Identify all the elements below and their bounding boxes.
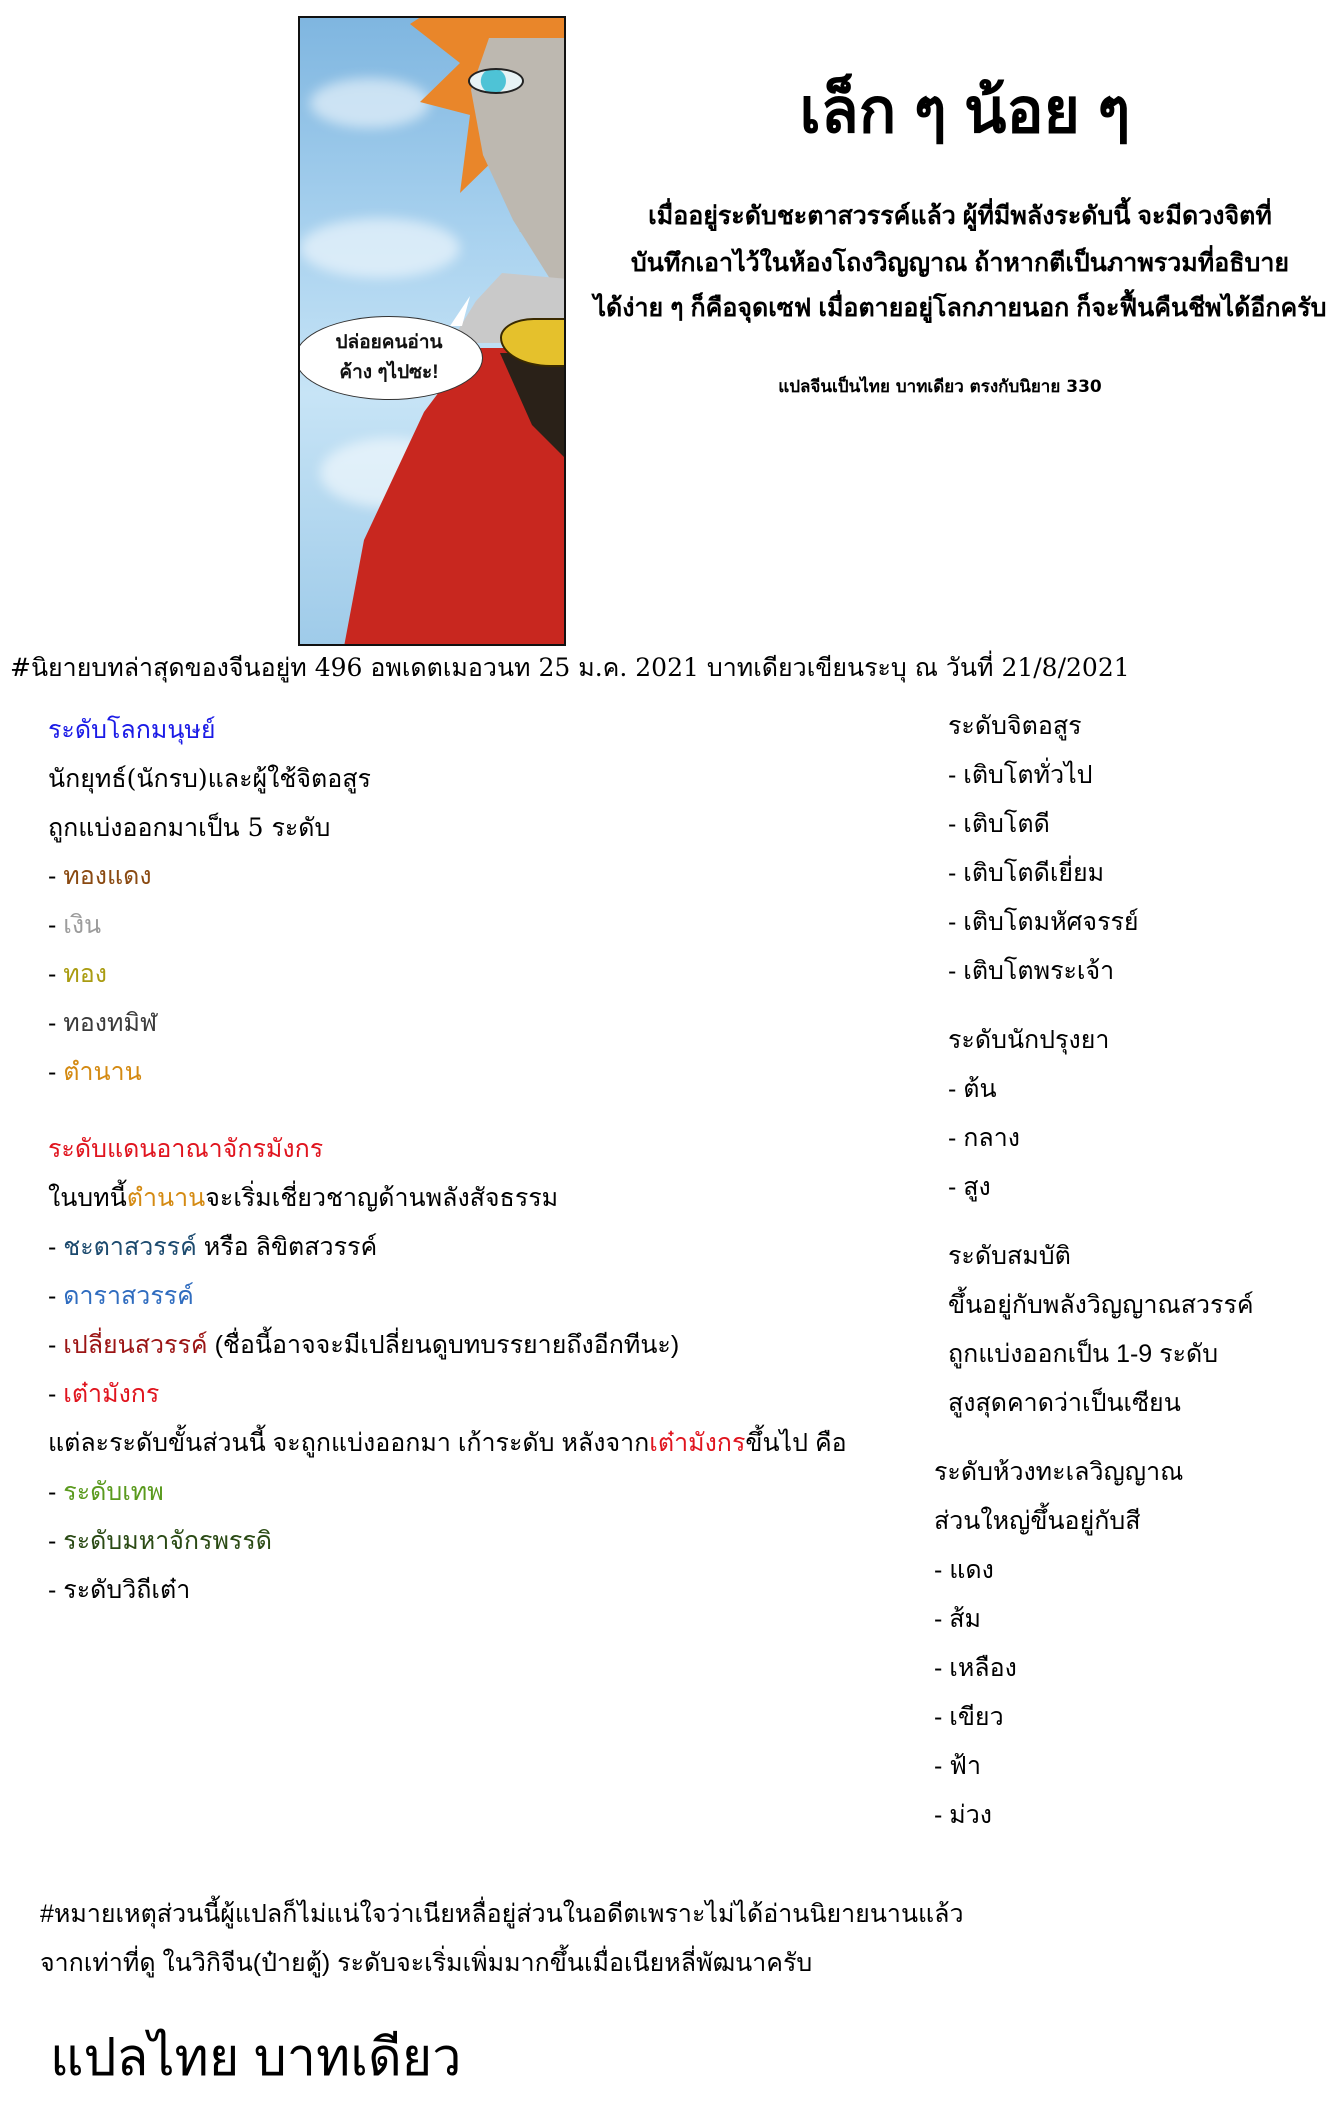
level-item: - เปลี่ยนสวรรค์ (ชื่อนี้อาจจะมีเปลี่ยนดูบทบรรยายถึงอีกทีนะ)	[48, 1331, 680, 1359]
human-realm-desc: นักยุทธ์(นักรบ)และผู้ใช้จิตอสูร	[48, 764, 371, 793]
level-item: - เติบโตดีเยี่ยม	[948, 859, 1105, 887]
latest-chapter-note: #นิยายบทล่าสุดของจีนอยู่ท 496 อพเดตเมอวนท 25 ม.ค. 2021 บาทเดียวเขียนระบุ ณ วันที่ 21/8/2021	[10, 653, 1130, 682]
level-item: - สูง	[948, 1173, 991, 1201]
level-god: ระดับเทพ	[63, 1478, 164, 1506]
right-column	[934, 702, 1254, 1840]
human-realm-heading: ระดับโลกมนุษย์	[48, 715, 216, 744]
translator-footnote	[40, 1890, 964, 1988]
page-title: เล็ก ๆ น้อย ๆ	[799, 77, 1131, 146]
level-item: - ดาราสวรรค์	[48, 1282, 194, 1310]
intro-paragraph-line: ได้ง่าย ๆ ก็คือจุดเซฟ เมื่อตายอยู่โลกภายนอก ก็จะฟื้นคืนชีพได้อีกครับ	[593, 294, 1327, 322]
treasure-desc: ถูกแบ่งออกเป็น 1-9 ระดับ	[948, 1340, 1219, 1368]
dragon-realm-note: แต่ละระดับขั้นส่วนนี้ จะถูกแบ่งออกมา เก้าระดับ หลังจากเต๋ามังกรขึ้นไป คือ	[48, 1429, 847, 1457]
dragon-realm-intro: ในบทนี้ตำนานจะเริ่มเชี่ยวชาญด้านพลังสัจธรรม	[48, 1184, 559, 1212]
level-item: - กลาง	[948, 1124, 1020, 1152]
dragon-realm-heading: ระดับแดนอาณาจักรมังกร	[48, 1135, 324, 1163]
level-copper: ทองแดง	[63, 862, 152, 890]
level-item: - เขียว	[934, 1703, 1004, 1731]
treasure-desc: สูงสุดคาดว่าเป็นเซียน	[948, 1389, 1181, 1417]
level-fate-heaven: ชะตาสวรรค์	[63, 1233, 197, 1261]
soul-sea-heading: ระดับห้วงทะเลวิญญาณ	[934, 1458, 1184, 1486]
human-realm-desc: ถูกแบ่งออกมาเป็น 5 ระดับ	[48, 813, 331, 842]
level-tao-path: ระดับวิถีเต๋า	[63, 1576, 191, 1604]
level-item: - ส้ม	[934, 1605, 982, 1633]
level-item: - เติบโตพระเจ้า	[948, 957, 1115, 985]
level-gold: ทอง	[63, 960, 107, 988]
level-legend: ตำนาน	[63, 1058, 142, 1086]
level-item: - ม่วง	[934, 1801, 993, 1829]
level-item: - ทองแดง	[48, 862, 152, 890]
level-item: - ต้น	[948, 1075, 997, 1103]
comic-panel	[298, 16, 566, 646]
alchemist-heading: ระดับนักปรุงยา	[948, 1026, 1110, 1054]
cloud	[310, 78, 430, 128]
level-item: - แดง	[934, 1556, 994, 1584]
intro-paragraph-line: เมื่ออยู่ระดับชะตาสวรรค์แล้ว ผู้ที่มีพลังระดับนี้ จะมีดวงจิตที่	[648, 202, 1272, 230]
footnote-line: #หมายเหตุส่วนนี้ผู้แปลก็ไม่แน่ใจว่าเนียหลื่อยู่ส่วนในอดีตเพราะไม่ได้อ่านนิยายนานแล้ว	[40, 1900, 964, 1928]
footnote-line: จากเท่าที่ดู ในวิกิจีน(ป๋ายตู้) ระดับจะเริ่มเพิ่มมากขึ้นเมื่อเนียหลี่พัฒนาครับ	[40, 1949, 813, 1977]
level-change-heaven: เปลี่ยนสวรรค์	[63, 1331, 208, 1359]
translator-credit: แปลจีนเป็นไทย บาทเดียว ตรงกับนิยาย 330	[778, 377, 1102, 397]
level-item: - เติบโตดี	[948, 810, 1050, 838]
beast-spirit-heading: ระดับจิตอสูร	[948, 712, 1082, 740]
level-item: - เติบโตทั่วไป	[948, 761, 1093, 789]
level-platinum: ทองทมิฬ	[63, 1009, 158, 1037]
level-item: - เต๋ามังกร	[48, 1380, 160, 1408]
translator-signature: แปลไทย บาทเดียว	[50, 2029, 462, 2087]
level-item: - ระดับวิถีเต๋า	[48, 1576, 191, 1604]
treasure-desc: ขึ้นอยู่กับพลังวิญญาณสวรรค์	[948, 1291, 1254, 1319]
cloud	[300, 218, 460, 278]
soul-sea-section	[934, 1448, 1254, 1840]
level-star-heaven: ดาราสวรรค์	[63, 1282, 194, 1310]
level-item: - ตำนาน	[48, 1058, 142, 1086]
level-dragon-tao: เต๋ามังกร	[63, 1380, 160, 1408]
level-item: - ชะตาสวรรค์ หรือ ลิขิตสวรรค์	[48, 1233, 378, 1261]
level-item: - ฟ้า	[934, 1752, 982, 1780]
level-item: - ระดับเทพ	[48, 1478, 164, 1506]
level-item: - ทองทมิฬ	[48, 1009, 158, 1037]
speech-bubble	[298, 316, 483, 400]
soul-sea-desc: ส่วนใหญ่ขึ้นอยู่กับสี	[934, 1507, 1141, 1535]
level-item: - ทอง	[48, 960, 107, 988]
level-silver: เงิน	[63, 911, 102, 939]
treasure-heading: ระดับสมบัติ	[948, 1242, 1071, 1270]
level-item: - เงิน	[48, 911, 102, 939]
level-item: - เติบโตมหัศจรรย์	[948, 908, 1139, 936]
speech-line: ปล่อยคนอ่าน	[335, 332, 443, 353]
left-column	[48, 705, 847, 1615]
intro-paragraph-line: บันทึกเอาไว้ในห้องโถงวิญญาณ ถ้าหากตีเป็นภาพรวมที่อธิบาย	[630, 249, 1290, 277]
level-emperor: ระดับมหาจักรพรรดิ	[63, 1527, 273, 1555]
level-item: - เหลือง	[934, 1654, 1017, 1682]
character-eye	[468, 68, 524, 94]
level-item: - ระดับมหาจักรพรรดิ	[48, 1527, 273, 1555]
speech-line: ค้าง ๆไปซะ!	[339, 362, 439, 383]
